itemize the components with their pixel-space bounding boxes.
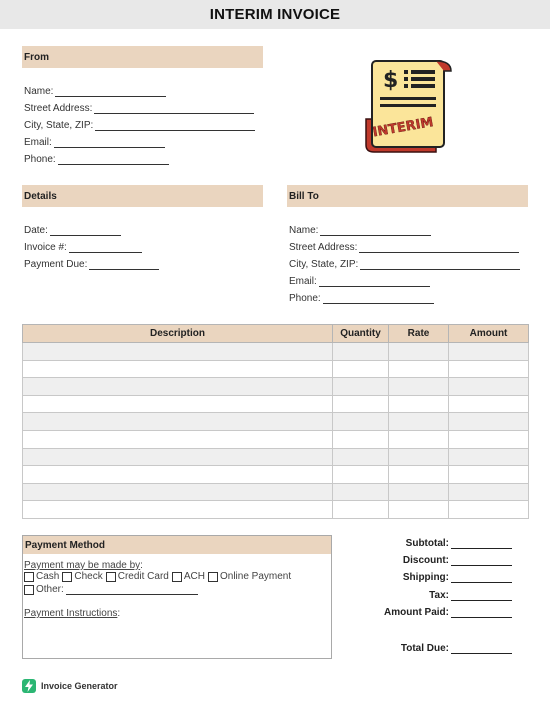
footer-brand-name: Invoice Generator <box>41 681 118 691</box>
tax-row[interactable] <box>370 590 512 601</box>
quantity-cell[interactable] <box>333 466 389 484</box>
payment-intro-suffix: : <box>140 560 143 571</box>
svg-text:$: $ <box>383 68 399 93</box>
bill-to-phone-label: Phone: <box>289 293 321 304</box>
bill-to-city-field[interactable] <box>289 259 520 270</box>
payment-option-other[interactable] <box>24 584 198 595</box>
ach-label: ACH <box>183 571 205 582</box>
from-city-label: City, State, ZIP: <box>24 120 94 131</box>
bill-to-email-line[interactable] <box>319 277 430 287</box>
total-due-label: Total Due: <box>400 643 449 654</box>
document-title: INTERIM INVOICE <box>209 6 341 23</box>
check-label: Check <box>74 571 103 582</box>
quantity-cell[interactable] <box>333 343 389 361</box>
description-column-header: Description <box>23 325 333 343</box>
invoice-number-line[interactable] <box>69 243 142 253</box>
quantity-cell[interactable] <box>333 483 389 501</box>
from-name-field[interactable] <box>24 86 166 97</box>
rate-cell[interactable] <box>389 448 449 466</box>
payment-due-field[interactable] <box>24 259 159 270</box>
rate-cell[interactable] <box>389 430 449 448</box>
date-label: Date: <box>24 225 48 236</box>
description-cell[interactable] <box>23 378 333 396</box>
credit-card-checkbox[interactable] <box>106 572 116 582</box>
subtotal-row[interactable] <box>370 538 512 549</box>
amount-cell[interactable] <box>449 343 529 361</box>
amount-paid-row[interactable] <box>370 607 512 618</box>
title-bar <box>0 0 550 29</box>
amount-cell[interactable] <box>449 448 529 466</box>
rate-cell[interactable] <box>389 378 449 396</box>
table-row <box>23 501 529 519</box>
footer-brand[interactable] <box>22 679 118 693</box>
payment-intro-text: Payment may be made by <box>24 560 141 571</box>
tax-label: Tax: <box>429 590 449 601</box>
description-cell[interactable] <box>23 501 333 519</box>
amount-paid-line[interactable] <box>451 608 512 618</box>
bill-to-name-field[interactable] <box>289 225 431 236</box>
svg-text:INTERIM: INTERIM <box>371 114 435 141</box>
description-cell[interactable] <box>23 483 333 501</box>
amount-column-header: Amount <box>449 325 529 343</box>
rate-cell[interactable] <box>389 413 449 431</box>
quantity-cell[interactable] <box>333 501 389 519</box>
table-row <box>23 360 529 378</box>
discount-line[interactable] <box>451 556 512 566</box>
rate-cell[interactable] <box>389 360 449 378</box>
quantity-cell[interactable] <box>333 395 389 413</box>
payment-due-line[interactable] <box>89 260 159 270</box>
table-header-row <box>23 325 529 343</box>
shipping-row[interactable] <box>370 572 512 583</box>
invoice-scroll-icon <box>356 57 454 155</box>
tax-line[interactable] <box>451 591 512 601</box>
table-row <box>23 430 529 448</box>
lightning-bolt-icon <box>22 679 36 693</box>
rate-cell[interactable] <box>389 466 449 484</box>
table-row <box>23 395 529 413</box>
credit-card-label: Credit Card <box>117 571 169 582</box>
table-row <box>23 343 529 361</box>
details-header: Details <box>22 185 263 207</box>
payment-method-header: Payment Method <box>23 536 331 554</box>
amount-cell[interactable] <box>449 360 529 378</box>
from-name-label: Name: <box>24 86 54 97</box>
amount-cell[interactable] <box>449 395 529 413</box>
quantity-cell[interactable] <box>333 360 389 378</box>
bill-to-street-label: Street Address: <box>289 242 358 253</box>
payment-intro <box>24 560 143 571</box>
table-row <box>23 378 529 396</box>
quantity-cell[interactable] <box>333 378 389 396</box>
payment-option-ach[interactable] <box>172 571 205 582</box>
payment-instructions-label: Payment Instructions <box>24 608 118 619</box>
from-street-field[interactable] <box>24 103 254 114</box>
rate-column-header: Rate <box>389 325 449 343</box>
date-line[interactable] <box>50 226 121 236</box>
payment-option-online[interactable] <box>208 571 291 582</box>
description-cell[interactable] <box>23 360 333 378</box>
payment-due-label: Payment Due: <box>24 259 88 270</box>
bill-to-phone-field[interactable] <box>289 293 434 304</box>
other-line[interactable] <box>66 585 198 595</box>
payment-options <box>24 571 294 582</box>
amount-cell[interactable] <box>449 430 529 448</box>
description-cell[interactable] <box>23 430 333 448</box>
amount-cell[interactable] <box>449 483 529 501</box>
from-street-label: Street Address: <box>24 103 93 114</box>
amount-cell[interactable] <box>449 466 529 484</box>
quantity-cell[interactable] <box>333 413 389 431</box>
from-header: From <box>22 46 263 68</box>
discount-label: Discount: <box>402 555 449 566</box>
amount-cell[interactable] <box>449 413 529 431</box>
description-cell[interactable] <box>23 343 333 361</box>
payment-option-credit-card[interactable] <box>106 571 169 582</box>
line-items-table <box>22 324 529 519</box>
payment-option-check[interactable] <box>62 571 102 582</box>
payment-method-box <box>22 535 332 659</box>
description-cell[interactable] <box>23 395 333 413</box>
description-cell[interactable] <box>23 448 333 466</box>
shipping-label: Shipping: <box>402 572 449 583</box>
rate-cell[interactable] <box>389 501 449 519</box>
date-field[interactable] <box>24 225 121 236</box>
online-payment-checkbox[interactable] <box>208 572 218 582</box>
bill-to-name-label: Name: <box>289 225 319 236</box>
from-phone-field[interactable] <box>24 154 169 165</box>
table-row <box>23 466 529 484</box>
bill-to-street-line[interactable] <box>359 243 519 253</box>
discount-row[interactable] <box>370 555 512 566</box>
invoice-number-field[interactable] <box>24 242 142 253</box>
quantity-cell[interactable] <box>333 430 389 448</box>
payment-instructions-suffix: : <box>117 608 121 619</box>
other-label: Other: <box>36 584 64 595</box>
ach-checkbox[interactable] <box>172 572 182 582</box>
cash-checkbox[interactable] <box>24 572 34 582</box>
bill-to-header: Bill To <box>287 185 528 207</box>
invoice-number-label: Invoice #: <box>24 242 67 253</box>
from-email-line[interactable] <box>54 138 165 148</box>
quantity-column-header: Quantity <box>333 325 389 343</box>
rate-cell[interactable] <box>389 483 449 501</box>
rate-cell[interactable] <box>389 343 449 361</box>
bill-to-city-label: City, State, ZIP: <box>289 259 359 270</box>
description-cell[interactable] <box>23 466 333 484</box>
from-city-line[interactable] <box>95 121 255 131</box>
subtotal-line[interactable] <box>451 539 512 549</box>
check-checkbox[interactable] <box>62 572 72 582</box>
bill-to-street-field[interactable] <box>289 242 519 253</box>
total-due-row[interactable] <box>370 643 512 654</box>
from-street-line[interactable] <box>94 104 254 114</box>
rate-cell[interactable] <box>389 395 449 413</box>
online-payment-label: Online Payment <box>219 571 292 582</box>
shipping-line[interactable] <box>451 573 512 583</box>
payment-instructions <box>24 608 120 619</box>
from-name-line[interactable] <box>55 87 166 97</box>
quantity-cell[interactable] <box>333 448 389 466</box>
payment-option-cash[interactable] <box>24 571 59 582</box>
amount-paid-label: Amount Paid: <box>384 607 449 618</box>
from-phone-label: Phone: <box>24 154 56 165</box>
table-row <box>23 413 529 431</box>
from-email-label: Email: <box>24 137 52 148</box>
bill-to-name-line[interactable] <box>320 226 431 236</box>
table-row <box>23 483 529 501</box>
bill-to-phone-line[interactable] <box>323 294 434 304</box>
from-email-field[interactable] <box>24 137 165 148</box>
amount-cell[interactable] <box>449 501 529 519</box>
total-due-line[interactable] <box>451 644 512 654</box>
bill-to-email-field[interactable] <box>289 276 430 287</box>
subtotal-label: Subtotal: <box>405 538 449 549</box>
other-checkbox[interactable] <box>24 585 34 595</box>
bill-to-email-label: Email: <box>289 276 317 287</box>
from-phone-line[interactable] <box>58 155 169 165</box>
cash-label: Cash <box>36 571 60 582</box>
bill-to-city-line[interactable] <box>360 260 520 270</box>
description-cell[interactable] <box>23 413 333 431</box>
amount-cell[interactable] <box>449 378 529 396</box>
table-row <box>23 448 529 466</box>
from-city-field[interactable] <box>24 120 255 131</box>
